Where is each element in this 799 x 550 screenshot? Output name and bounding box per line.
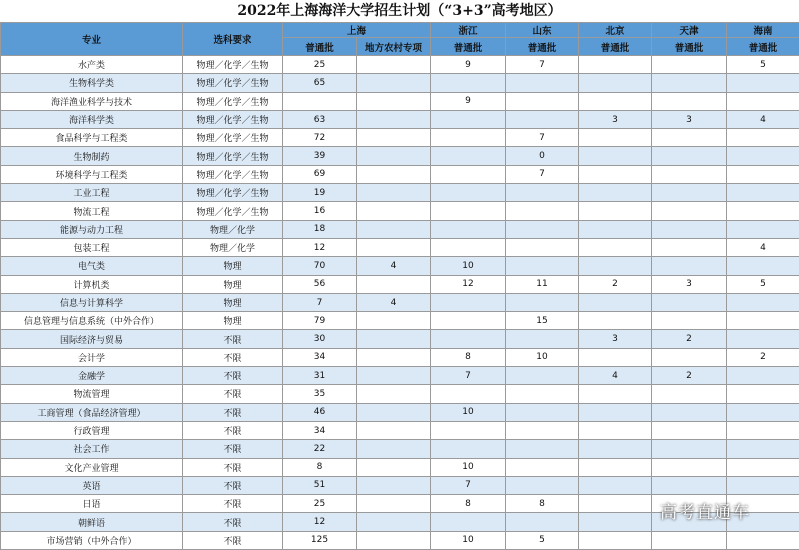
quota-cell: 8: [431, 348, 506, 366]
major-cell: 信息与计算科学: [1, 293, 183, 311]
header-region-tianjin: 天津: [652, 23, 727, 38]
major-cell: 环境科学与工程类: [1, 165, 183, 183]
quota-cell: [652, 184, 727, 202]
major-cell: 工业工程: [1, 184, 183, 202]
requirement-cell: 不限: [183, 531, 283, 549]
quota-cell: 8: [506, 495, 579, 513]
quota-cell: 2: [727, 348, 799, 366]
requirement-cell: 不限: [183, 476, 283, 494]
quota-cell: [357, 165, 431, 183]
quota-cell: [357, 348, 431, 366]
quota-cell: 15: [506, 312, 579, 330]
quota-cell: 10: [431, 403, 506, 421]
quota-cell: [431, 312, 506, 330]
quota-cell: [506, 92, 579, 110]
quota-cell: 3: [579, 110, 652, 128]
quota-cell: [357, 440, 431, 458]
quota-cell: [506, 476, 579, 494]
quota-cell: [431, 293, 506, 311]
major-cell: 生物制药: [1, 147, 183, 165]
quota-cell: [431, 165, 506, 183]
header-region-hainan: 海南: [727, 23, 799, 38]
table-row: [1, 275, 799, 293]
quota-cell: [357, 367, 431, 385]
quota-cell: [431, 147, 506, 165]
quota-cell: 10: [431, 531, 506, 549]
quota-cell: [431, 110, 506, 128]
quota-cell: [506, 421, 579, 439]
quota-cell: [579, 92, 652, 110]
requirement-cell: 不限: [183, 348, 283, 366]
quota-cell: [652, 312, 727, 330]
quota-cell: [727, 220, 799, 238]
quota-cell: [506, 440, 579, 458]
quota-cell: [652, 74, 727, 92]
major-cell: 会计学: [1, 348, 183, 366]
quota-cell: [506, 330, 579, 348]
quota-cell: [357, 312, 431, 330]
quota-cell: [506, 74, 579, 92]
quota-cell: 56: [283, 275, 357, 293]
quota-cell: 10: [431, 458, 506, 476]
quota-cell: [579, 513, 652, 531]
quota-cell: 16: [283, 202, 357, 220]
table-row: [1, 220, 799, 238]
quota-cell: [652, 293, 727, 311]
quota-cell: [727, 147, 799, 165]
table-row: [1, 312, 799, 330]
quota-cell: [579, 165, 652, 183]
quota-cell: 46: [283, 403, 357, 421]
quota-cell: [357, 458, 431, 476]
quota-cell: [652, 92, 727, 110]
quota-cell: [652, 421, 727, 439]
quota-cell: 5: [506, 531, 579, 549]
quota-cell: [727, 129, 799, 147]
quota-cell: [357, 238, 431, 256]
major-cell: 国际经济与贸易: [1, 330, 183, 348]
header-sub: 普通批: [579, 38, 652, 56]
header-region-zhejiang: 浙江: [431, 23, 506, 38]
quota-cell: 10: [506, 348, 579, 366]
quota-cell: 8: [431, 495, 506, 513]
quota-cell: [727, 92, 799, 110]
quota-cell: 7: [283, 293, 357, 311]
quota-cell: [579, 220, 652, 238]
quota-cell: [727, 403, 799, 421]
table-row: [1, 202, 799, 220]
quota-cell: 39: [283, 147, 357, 165]
quota-cell: [431, 184, 506, 202]
quota-cell: [431, 220, 506, 238]
table-row: [1, 257, 799, 275]
quota-cell: 12: [283, 513, 357, 531]
quota-cell: [579, 531, 652, 549]
requirement-cell: 物理: [183, 257, 283, 275]
page-title: 2022年上海海洋大学招生计划（“3+3”高考地区）: [0, 0, 799, 23]
quota-cell: 4: [579, 367, 652, 385]
quota-cell: [652, 202, 727, 220]
quota-cell: [652, 220, 727, 238]
quota-cell: [506, 367, 579, 385]
table-row: [1, 367, 799, 385]
table-row: [1, 74, 799, 92]
major-cell: 工商管理（食品经济管理）: [1, 403, 183, 421]
quota-cell: [579, 476, 652, 494]
quota-cell: [431, 421, 506, 439]
quota-cell: 4: [727, 238, 799, 256]
header-region-beijing: 北京: [579, 23, 652, 38]
quota-cell: [579, 312, 652, 330]
quota-cell: [357, 403, 431, 421]
quota-cell: 19: [283, 184, 357, 202]
quota-cell: [431, 129, 506, 147]
quota-cell: [357, 202, 431, 220]
quota-cell: [579, 385, 652, 403]
quota-cell: [357, 110, 431, 128]
quota-cell: 0: [506, 147, 579, 165]
quota-cell: [579, 495, 652, 513]
quota-cell: [579, 421, 652, 439]
table-row: [1, 421, 799, 439]
major-cell: 物流管理: [1, 385, 183, 403]
quota-cell: [506, 513, 579, 531]
table-row: [1, 110, 799, 128]
quota-cell: [357, 275, 431, 293]
quota-cell: [727, 421, 799, 439]
quota-cell: 3: [652, 110, 727, 128]
quota-cell: 69: [283, 165, 357, 183]
quota-cell: [579, 202, 652, 220]
quota-cell: [652, 165, 727, 183]
requirement-cell: 不限: [183, 330, 283, 348]
quota-cell: 25: [283, 56, 357, 74]
table-row: [1, 165, 799, 183]
major-cell: 英语: [1, 476, 183, 494]
quota-cell: [579, 348, 652, 366]
quota-cell: [579, 458, 652, 476]
quota-cell: [357, 495, 431, 513]
quota-cell: 7: [431, 476, 506, 494]
table-row: [1, 238, 799, 256]
requirement-cell: 物理／化学／生物: [183, 129, 283, 147]
quota-cell: [727, 184, 799, 202]
table-row: [1, 348, 799, 366]
quota-cell: 34: [283, 421, 357, 439]
quota-cell: [506, 293, 579, 311]
quota-cell: 12: [283, 238, 357, 256]
quota-cell: [652, 348, 727, 366]
requirement-cell: 物理／化学／生物: [183, 147, 283, 165]
quota-cell: [652, 440, 727, 458]
requirement-cell: 不限: [183, 421, 283, 439]
requirement-cell: 物理: [183, 275, 283, 293]
requirement-cell: 物理: [183, 312, 283, 330]
major-cell: 包装工程: [1, 238, 183, 256]
requirement-cell: 物理／化学／生物: [183, 56, 283, 74]
quota-cell: [579, 238, 652, 256]
quota-cell: [579, 184, 652, 202]
requirement-cell: 不限: [183, 440, 283, 458]
quota-cell: [357, 220, 431, 238]
quota-cell: [652, 238, 727, 256]
quota-cell: [506, 220, 579, 238]
quota-cell: 79: [283, 312, 357, 330]
quota-cell: [579, 74, 652, 92]
quota-cell: [357, 476, 431, 494]
table-row: [1, 129, 799, 147]
quota-cell: [431, 440, 506, 458]
quota-cell: 3: [652, 275, 727, 293]
quota-cell: 7: [506, 56, 579, 74]
major-cell: 文化产业管理: [1, 458, 183, 476]
quota-cell: [579, 56, 652, 74]
quota-cell: [579, 257, 652, 275]
quota-cell: [357, 147, 431, 165]
quota-cell: 3: [579, 330, 652, 348]
quota-cell: [727, 202, 799, 220]
quota-cell: 65: [283, 74, 357, 92]
quota-cell: [431, 238, 506, 256]
quota-cell: [727, 458, 799, 476]
quota-cell: 125: [283, 531, 357, 549]
quota-cell: [431, 385, 506, 403]
quota-cell: [357, 330, 431, 348]
requirement-cell: 物理／化学: [183, 238, 283, 256]
header-sub: 普通批: [283, 38, 357, 56]
quota-cell: [506, 202, 579, 220]
quota-cell: [652, 56, 727, 74]
quota-cell: 4: [357, 257, 431, 275]
major-cell: 日语: [1, 495, 183, 513]
quota-cell: [431, 202, 506, 220]
major-cell: 计算机类: [1, 275, 183, 293]
quota-cell: [727, 531, 799, 549]
quota-cell: [652, 476, 727, 494]
table-row: [1, 531, 799, 549]
quota-cell: [357, 92, 431, 110]
quota-cell: 4: [357, 293, 431, 311]
quota-cell: [357, 74, 431, 92]
major-cell: 市场营销（中外合作）: [1, 531, 183, 549]
requirement-cell: 不限: [183, 458, 283, 476]
quota-cell: 70: [283, 257, 357, 275]
table-row: [1, 92, 799, 110]
quota-cell: 7: [506, 129, 579, 147]
table-row: [1, 147, 799, 165]
quota-cell: [727, 165, 799, 183]
major-cell: 社会工作: [1, 440, 183, 458]
quota-cell: [579, 147, 652, 165]
requirement-cell: 物理／化学／生物: [183, 165, 283, 183]
major-cell: 金融学: [1, 367, 183, 385]
requirement-cell: 物理／化学: [183, 220, 283, 238]
watermark-logo-text: 高考直通车: [660, 503, 750, 523]
major-cell: 海洋渔业科学与技术: [1, 92, 183, 110]
quota-cell: 2: [579, 275, 652, 293]
requirement-cell: 物理／化学／生物: [183, 110, 283, 128]
quota-cell: [506, 238, 579, 256]
quota-cell: [652, 458, 727, 476]
quota-cell: [652, 129, 727, 147]
quota-cell: 51: [283, 476, 357, 494]
quota-cell: [431, 74, 506, 92]
quota-cell: [579, 440, 652, 458]
quota-cell: 7: [431, 367, 506, 385]
quota-cell: 25: [283, 495, 357, 513]
quota-cell: [431, 513, 506, 531]
quota-cell: [727, 293, 799, 311]
major-cell: 海洋科学类: [1, 110, 183, 128]
quota-cell: [727, 74, 799, 92]
quota-cell: [579, 403, 652, 421]
quota-cell: [652, 385, 727, 403]
header-sub: 地方农村专项: [357, 38, 431, 56]
table-row: [1, 403, 799, 421]
quota-cell: [357, 56, 431, 74]
header-major: 专业: [1, 23, 183, 56]
quota-cell: 2: [652, 367, 727, 385]
requirement-cell: 不限: [183, 385, 283, 403]
quota-cell: 31: [283, 367, 357, 385]
quota-cell: [357, 184, 431, 202]
requirement-cell: 不限: [183, 367, 283, 385]
quota-cell: 72: [283, 129, 357, 147]
quota-cell: [652, 531, 727, 549]
enrollment-plan-table: [0, 22, 799, 550]
header-region-shanghai: 上海: [283, 23, 431, 38]
header-sub: 普通批: [652, 38, 727, 56]
quota-cell: [727, 440, 799, 458]
header-sub: 普通批: [506, 38, 579, 56]
quota-cell: 4: [727, 110, 799, 128]
quota-cell: 18: [283, 220, 357, 238]
quota-cell: [652, 403, 727, 421]
quota-cell: 35: [283, 385, 357, 403]
table-row: [1, 56, 799, 74]
quota-cell: [727, 330, 799, 348]
quota-cell: [506, 385, 579, 403]
table-row: [1, 293, 799, 311]
header-region-shandong: 山东: [506, 23, 579, 38]
quota-cell: 9: [431, 56, 506, 74]
quota-cell: [727, 476, 799, 494]
header-requirement: 选科要求: [183, 23, 283, 56]
requirement-cell: 物理／化学／生物: [183, 92, 283, 110]
major-cell: 朝鲜语: [1, 513, 183, 531]
header-sub: 普通批: [431, 38, 506, 56]
quota-cell: 7: [506, 165, 579, 183]
quota-cell: [506, 184, 579, 202]
major-cell: 水产类: [1, 56, 183, 74]
table-row: [1, 476, 799, 494]
quota-cell: [727, 257, 799, 275]
requirement-cell: 不限: [183, 403, 283, 421]
quota-cell: [283, 92, 357, 110]
quota-cell: [357, 421, 431, 439]
quota-cell: [579, 129, 652, 147]
table-row: [1, 385, 799, 403]
quota-cell: 5: [727, 56, 799, 74]
major-cell: 信息管理与信息系统（中外合作）: [1, 312, 183, 330]
requirement-cell: 不限: [183, 513, 283, 531]
quota-cell: [652, 257, 727, 275]
quota-cell: 30: [283, 330, 357, 348]
requirement-cell: 不限: [183, 495, 283, 513]
quota-cell: 10: [431, 257, 506, 275]
quota-cell: 8: [283, 458, 357, 476]
quota-cell: [506, 403, 579, 421]
major-cell: 物流工程: [1, 202, 183, 220]
quota-cell: [727, 385, 799, 403]
quota-cell: [357, 129, 431, 147]
quota-cell: [727, 312, 799, 330]
requirement-cell: 物理／化学／生物: [183, 184, 283, 202]
table-row: [1, 440, 799, 458]
requirement-cell: 物理／化学／生物: [183, 202, 283, 220]
quota-cell: [652, 147, 727, 165]
quota-cell: [357, 513, 431, 531]
quota-cell: 9: [431, 92, 506, 110]
quota-cell: [506, 458, 579, 476]
quota-cell: [506, 110, 579, 128]
quota-cell: 11: [506, 275, 579, 293]
major-cell: 行政管理: [1, 421, 183, 439]
quota-cell: 5: [727, 275, 799, 293]
quota-cell: 22: [283, 440, 357, 458]
quota-cell: 12: [431, 275, 506, 293]
quota-cell: 2: [652, 330, 727, 348]
table-row: [1, 184, 799, 202]
major-cell: 食品科学与工程类: [1, 129, 183, 147]
quota-cell: [506, 257, 579, 275]
quota-cell: [579, 293, 652, 311]
header-sub: 普通批: [727, 38, 799, 56]
quota-cell: [431, 330, 506, 348]
quota-cell: 63: [283, 110, 357, 128]
quota-cell: [727, 367, 799, 385]
quota-cell: [357, 531, 431, 549]
major-cell: 电气类: [1, 257, 183, 275]
quota-cell: [357, 385, 431, 403]
requirement-cell: 物理／化学／生物: [183, 74, 283, 92]
requirement-cell: 物理: [183, 293, 283, 311]
table-row: [1, 458, 799, 476]
table-row: [1, 330, 799, 348]
major-cell: 生物科学类: [1, 74, 183, 92]
major-cell: 能源与动力工程: [1, 220, 183, 238]
quota-cell: 34: [283, 348, 357, 366]
